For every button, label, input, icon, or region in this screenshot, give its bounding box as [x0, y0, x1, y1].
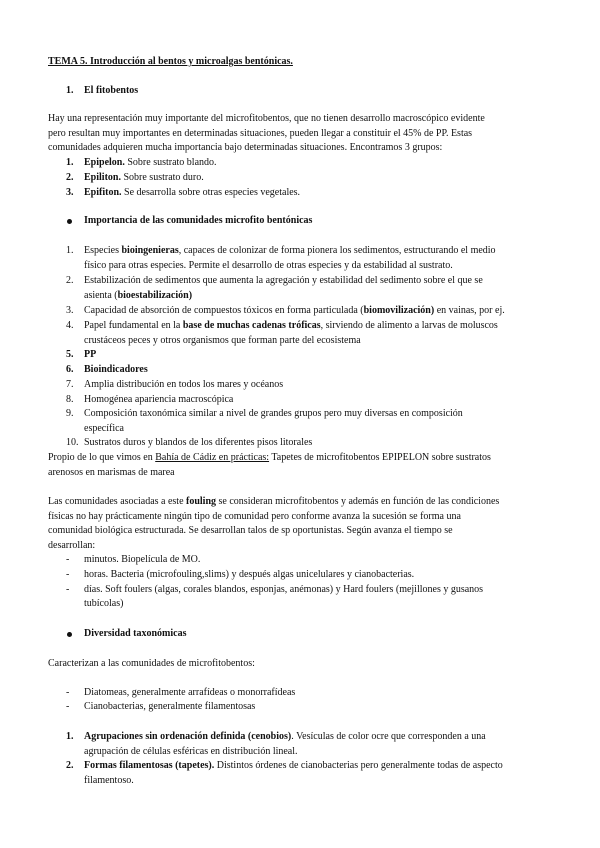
list-number: 8. — [66, 394, 74, 405]
fouling-paragraph: físicas no hay prácticamente ningún tipo de comunidad pero conforme avanza la sucesión se forma una — [48, 511, 461, 522]
list-number: 1. — [66, 157, 74, 168]
subsection-heading: Importancia de las comunidades microfito bentónicas — [84, 215, 313, 226]
list-number: 6. — [66, 364, 74, 375]
practice-note: Propio de lo que vimos en Bahía de Cádiz en prácticas: Tapetes de microfitobentos EPIPELON sobre sustratos — [48, 452, 491, 463]
dash-item: Cianobacterias, generalmente filamentosas — [84, 701, 256, 712]
list-item-cont: filamentoso. — [84, 775, 134, 786]
characterize-text: Caracterizan a las comunidades de microfitobentos: — [48, 658, 255, 669]
list-item: Capacidad de absorción de compuestos tóxicos en forma particulada (biomovilización) en vainas, por ej. — [84, 305, 505, 316]
fouling-paragraph: desarrollan: — [48, 540, 96, 551]
dash-item: días. Soft foulers (algas, corales blandos, esponjas, anémonas) y Hard foulers (mejillones y gusanos — [84, 584, 484, 595]
list-item: Formas filamentosas (tapetes). Distintos órdenes de cianobacterias pero generalmente todas de aspecto — [84, 760, 503, 771]
section-number: 1. — [66, 85, 74, 96]
list-number: 5. — [66, 349, 74, 360]
intro-line: comunidades adquieren mucha importancia bajo determinadas situaciones. Encontramos 3 grupos: — [48, 142, 443, 153]
list-item-cont: asienta (bioestabilización) — [84, 290, 193, 301]
list-number: 3. — [66, 305, 74, 316]
dash-bullet: - — [66, 701, 70, 712]
intro-line: pero resultan muy importantes en determinadas situaciones, pueden llegar a constituir el 45% de PP. Estas — [48, 128, 473, 139]
list-number: 9. — [66, 408, 74, 419]
fouling-paragraph: comunidad biológica estructurada. Se desarrollan talos de sp oportunistas. Según avanza el tiempo se — [48, 525, 453, 536]
list-number: 2. — [66, 172, 74, 183]
list-item: PP — [84, 349, 97, 360]
fouling-paragraph: Las comunidades asociadas a este fouling se consideran microfitobentos y además en función de las condiciones — [48, 496, 500, 507]
dash-bullet: - — [66, 687, 70, 698]
intro-line: Hay una representación muy importante del microfitobentos, que no tienen desarrollo macroscópico evidente — [48, 113, 485, 124]
list-item: Papel fundamental en la base de muchas cadenas tróficas, sirviendo de alimento a larvas de moluscos — [84, 320, 498, 331]
list-item: Epiliton. Sobre sustrato duro. — [84, 172, 204, 183]
list-item: Agrupaciones sin ordenación definida (cenobios). Vesículas de color ocre que corresponden a una — [84, 731, 486, 742]
list-item: Epifiton. Se desarrolla sobre otras especies vegetales. — [84, 187, 301, 198]
list-item: Sustratos duros y blandos de los diferentes pisos litorales — [84, 437, 313, 448]
list-number: 7. — [66, 379, 74, 390]
page-title: TEMA 5. Introducción al bentos y microalgas bentónicas. — [48, 56, 293, 67]
list-item-cont: crustáceos peces y otros organismos que forman parte del ecosistema — [84, 335, 361, 346]
list-number: 1. — [66, 245, 74, 256]
dash-item-cont: tubícolas) — [84, 598, 124, 609]
list-number: 3. — [66, 187, 74, 198]
list-item: Bioindicadores — [84, 364, 148, 375]
list-item-cont: físico para otras especies. Permite el desarrollo de otras especies y da estabilidad al sustrato. — [84, 260, 453, 271]
section-heading: El fitobentos — [84, 85, 139, 96]
list-item: Amplia distribución en todos los mares y océanos — [84, 379, 284, 390]
list-number: 10. — [66, 437, 79, 448]
dash-bullet: - — [66, 554, 70, 565]
list-number: 4. — [66, 320, 74, 331]
bullet-dot-icon — [67, 632, 72, 637]
list-number: 2. — [66, 760, 74, 771]
list-item: Estabilización de sedimentos que aumenta la agregación y estabilidad del sedimento sobre el que se — [84, 275, 483, 286]
bullet-dot-icon — [67, 219, 72, 224]
list-item: Epipelon. Sobre sustrato blando. — [84, 157, 217, 168]
dash-bullet: - — [66, 569, 70, 580]
list-number: 2. — [66, 275, 74, 286]
list-item: Homogénea apariencia macroscópica — [84, 394, 234, 405]
dash-item: minutos. Biopelícula de MO. — [84, 554, 201, 565]
dash-item: horas. Bacteria (microfouling,slims) y después algas unicelulares y cianobacterias. — [84, 569, 415, 580]
subsection-heading: Diversidad taxonómicas — [84, 628, 187, 639]
dash-bullet: - — [66, 584, 70, 595]
list-item: Especies bioingenieras, capaces de colonizar de forma pionera los sedimentos, estructurando el medio — [84, 245, 496, 256]
list-item-cont: específica — [84, 423, 124, 434]
list-item: Composición taxonómica similar a nivel de grandes grupos pero muy diversas en composición — [84, 408, 463, 419]
list-item-cont: agrupación de células esféricas en distribución lineal. — [84, 746, 298, 757]
practice-note-cont: arenosos en marismas de marea — [48, 467, 175, 478]
list-number: 1. — [66, 731, 74, 742]
dash-item: Diatomeas, generalmente arrafídeas o monorrafídeas — [84, 687, 296, 698]
